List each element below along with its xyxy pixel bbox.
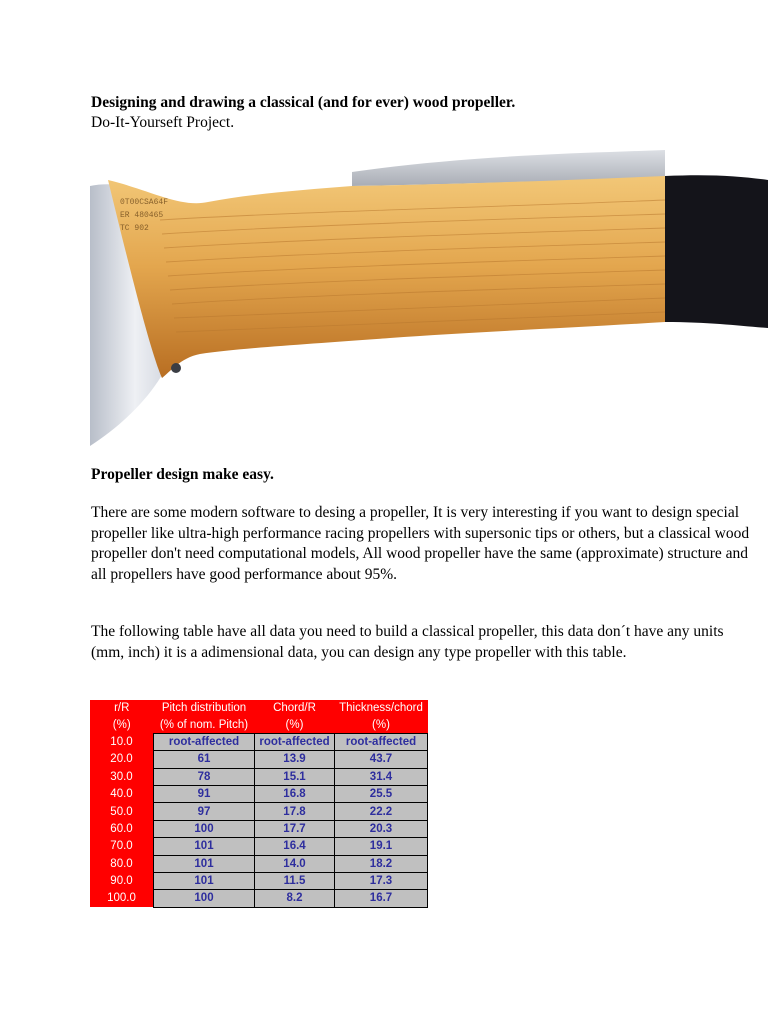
pitch-cell: 101 [154, 872, 255, 889]
table-row [90, 838, 428, 855]
wood-blade [108, 176, 665, 378]
header-cell: Chord/R [255, 700, 335, 716]
black-blade-tip [665, 175, 768, 328]
rr-cell: 50.0 [90, 803, 154, 820]
table-row [90, 820, 428, 837]
propeller-data-table [90, 700, 428, 908]
chord-cell: 13.9 [255, 751, 335, 768]
thickness-cell: 31.4 [335, 768, 428, 785]
rr-cell: 20.0 [90, 751, 154, 768]
thickness-cell: 43.7 [335, 751, 428, 768]
table-row [90, 751, 428, 768]
pitch-cell: 101 [154, 855, 255, 872]
chord-cell: 8.2 [255, 890, 335, 907]
chord-cell: 16.4 [255, 838, 335, 855]
svg-text:TC 902: TC 902 [120, 224, 149, 233]
propeller-illustration [90, 150, 768, 446]
header-cell: Thickness/chord [335, 700, 428, 716]
chord-cell: 16.8 [255, 785, 335, 802]
thickness-cell: root-affected [335, 733, 428, 750]
pitch-cell: 78 [154, 768, 255, 785]
chord-cell: 17.7 [255, 820, 335, 837]
pitch-cell: 91 [154, 785, 255, 802]
thickness-cell: 22.2 [335, 803, 428, 820]
hub-bolt [171, 363, 181, 373]
intro-paragraph: There are some modern software to desing a propeller, It is very interesting if you want to design special propeller like ultra-high performance racing propellers with supersonic tips or others, but a classical wood propeller don't need computational models, All wood propeller have the same (approximate) structure and all propellers have good performance about 95%. [91, 504, 750, 583]
thickness-cell: 16.7 [335, 890, 428, 907]
pitch-cell: 101 [154, 838, 255, 855]
propeller-photo [90, 150, 768, 446]
document-title: Designing and drawing a classical (and for ever) wood propeller. [91, 94, 516, 111]
thickness-cell: 20.3 [335, 820, 428, 837]
header-cell: r/R [90, 700, 154, 716]
table-row [90, 890, 428, 907]
table-row [90, 768, 428, 785]
chord-cell: 17.8 [255, 803, 335, 820]
header-cell: (%) [255, 716, 335, 733]
document-subtitle: Do-It-Yourseft Project. [91, 114, 235, 131]
svg-text:ER 480465: ER 480465 [120, 211, 164, 220]
thickness-cell: 19.1 [335, 838, 428, 855]
header-cell: (%) [335, 716, 428, 733]
chord-cell: 15.1 [255, 768, 335, 785]
rr-cell: 80.0 [90, 855, 154, 872]
pitch-cell: root-affected [154, 733, 255, 750]
table-row [90, 872, 428, 889]
thickness-cell: 18.2 [335, 855, 428, 872]
table-row [90, 855, 428, 872]
rr-cell: 60.0 [90, 820, 154, 837]
section-heading: Propeller design make easy. [91, 466, 274, 483]
table-header-row [90, 700, 428, 716]
header-cell: Pitch distribution [154, 700, 255, 716]
thickness-cell: 25.5 [335, 785, 428, 802]
thickness-cell: 17.3 [335, 872, 428, 889]
table-row [90, 785, 428, 802]
rr-cell: 30.0 [90, 768, 154, 785]
chord-cell: 11.5 [255, 872, 335, 889]
pitch-cell: 100 [154, 890, 255, 907]
header-cell: (% of nom. Pitch) [154, 716, 255, 733]
table-intro-paragraph: The following table have all data you need to build a classical propeller, this data don´t have any units (mm, inch) it is a adimensional data, you can design any type propeller with this table. [91, 623, 724, 661]
chord-cell: root-affected [255, 733, 335, 750]
svg-text:0T00CSA64F: 0T00CSA64F [120, 198, 169, 207]
header-cell: (%) [90, 716, 154, 733]
table-row [90, 803, 428, 820]
table-header-row [90, 716, 428, 733]
pitch-cell: 97 [154, 803, 255, 820]
rr-cell: 40.0 [90, 785, 154, 802]
rr-cell: 10.0 [90, 733, 154, 750]
rr-cell: 90.0 [90, 872, 154, 889]
pitch-cell: 100 [154, 820, 255, 837]
table-row [90, 733, 428, 750]
pitch-cell: 61 [154, 751, 255, 768]
chord-cell: 14.0 [255, 855, 335, 872]
rr-cell: 100.0 [90, 890, 154, 907]
rr-cell: 70.0 [90, 838, 154, 855]
